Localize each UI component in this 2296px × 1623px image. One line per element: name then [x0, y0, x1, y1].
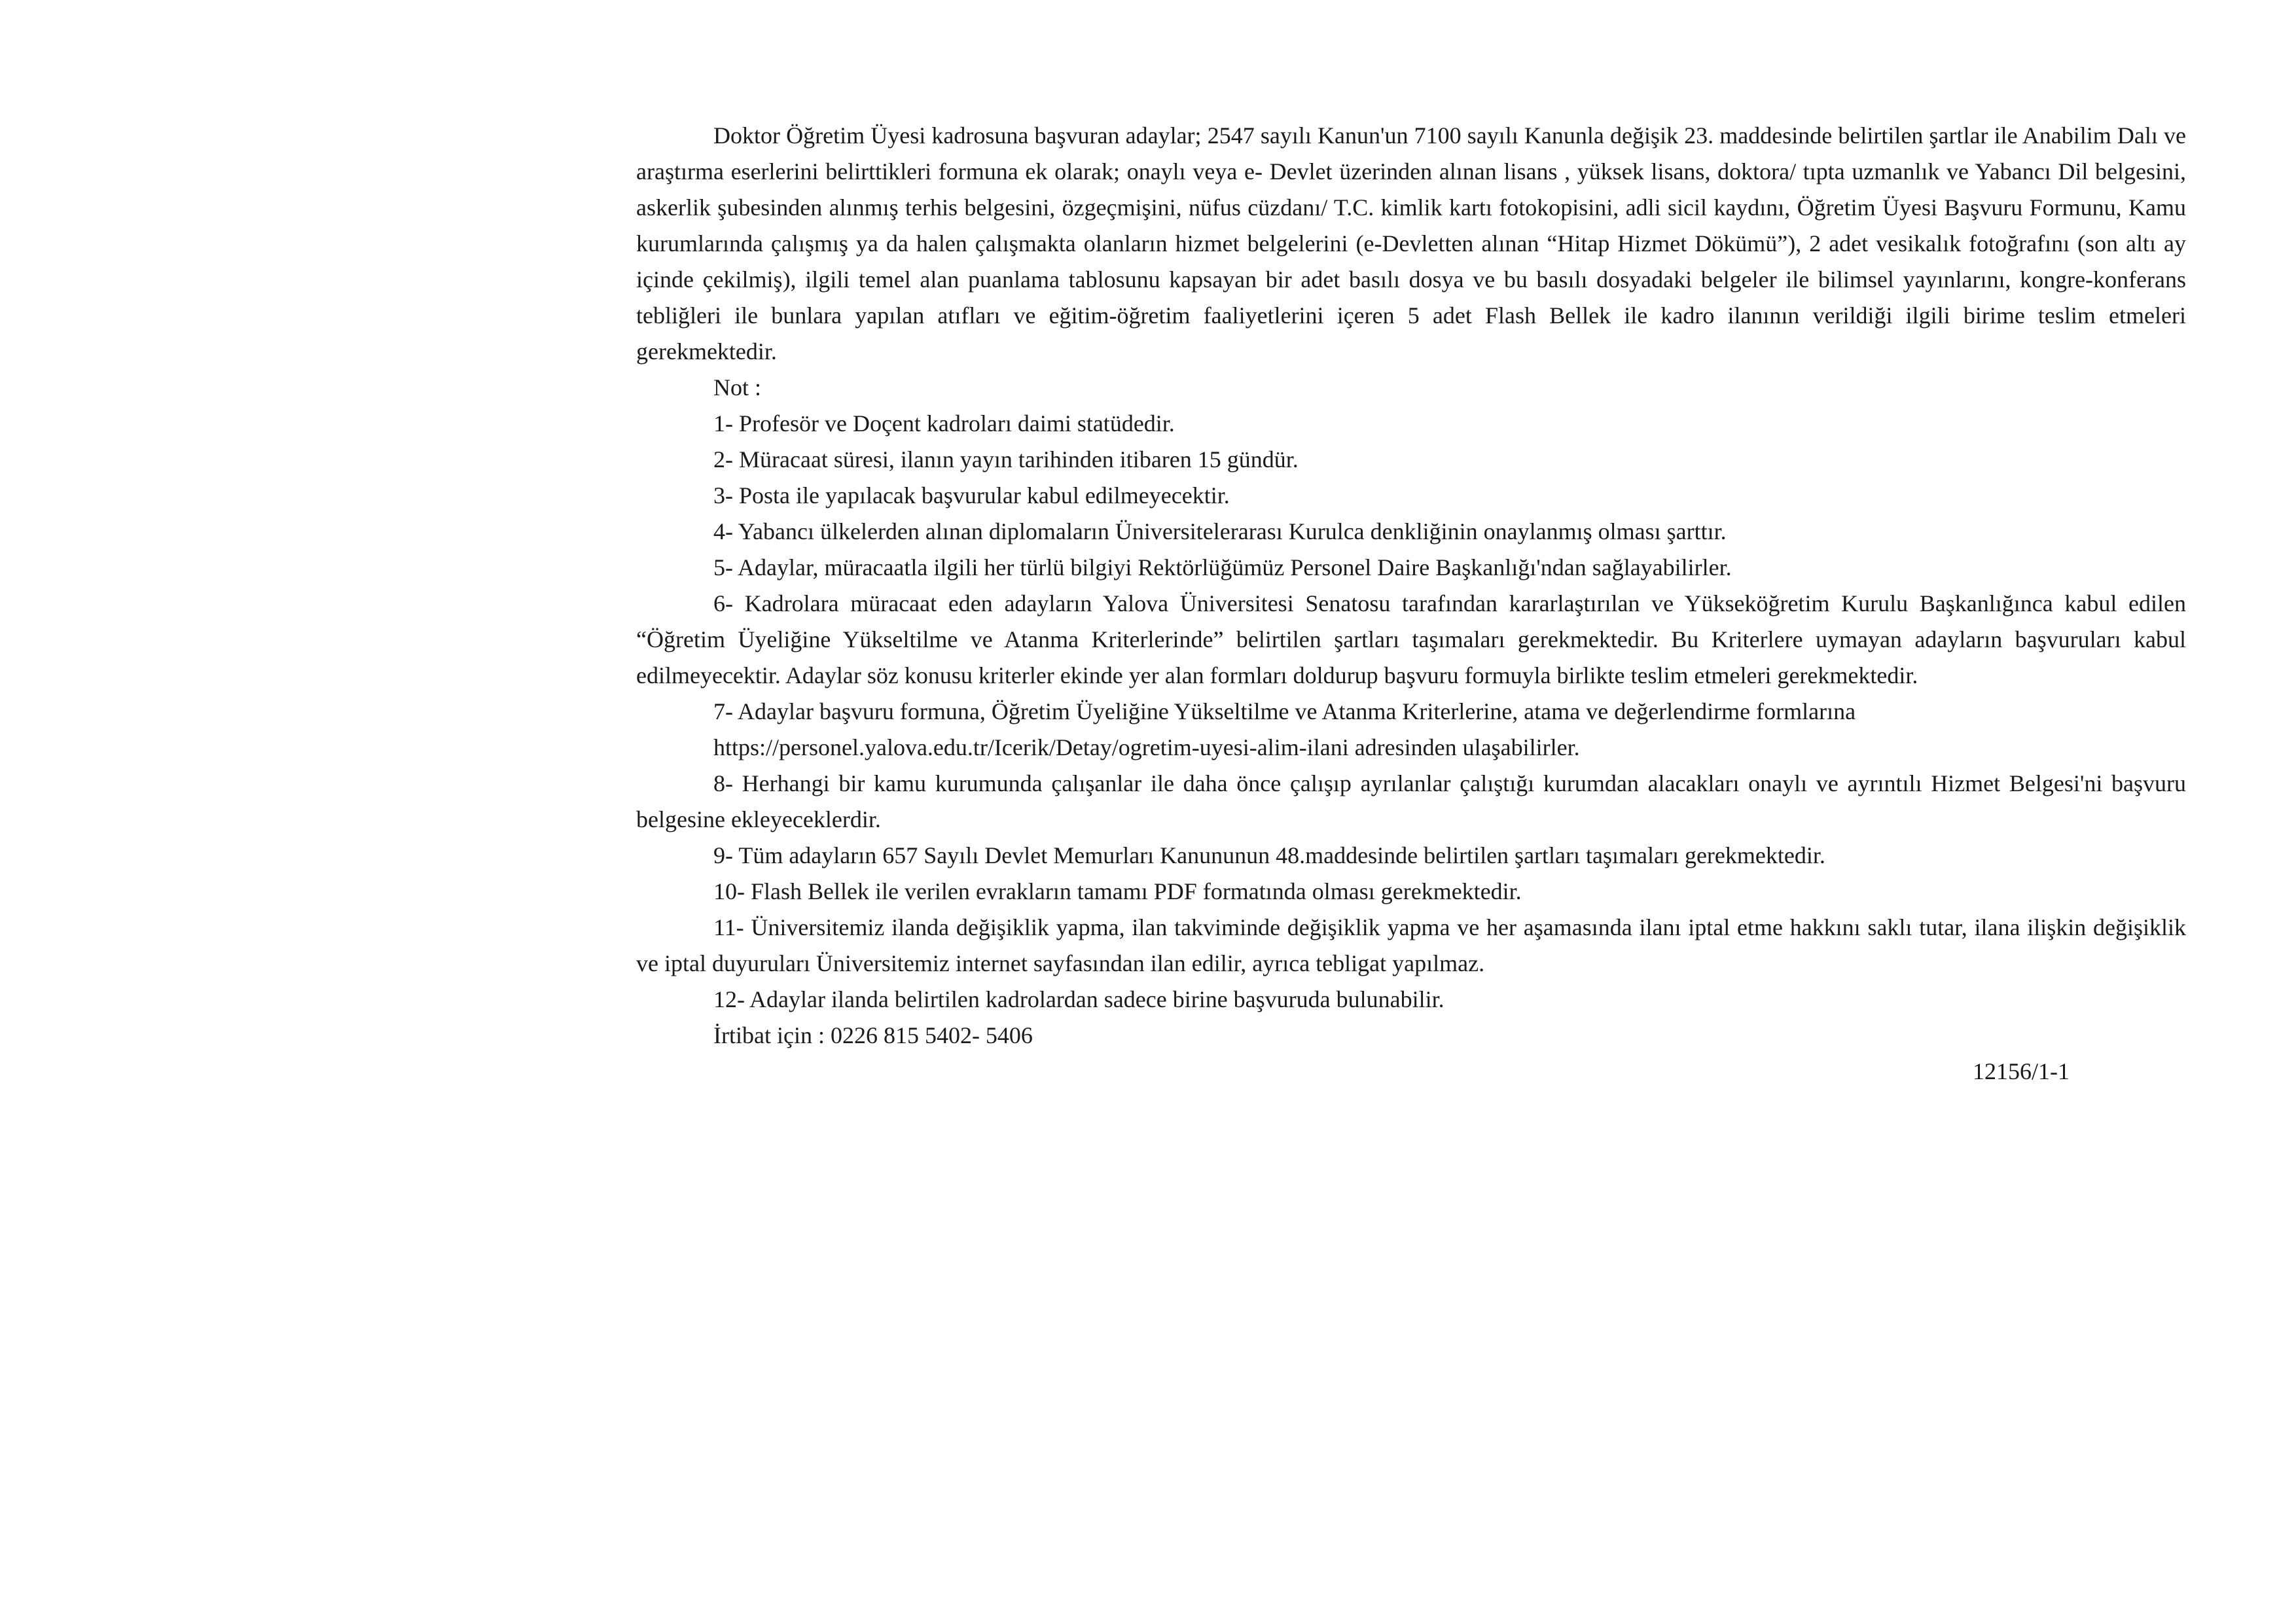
announcement-text — [636, 118, 2186, 1090]
note-item-2: 2- Müracaat süresi, ilanın yayın tarihinden itibaren 15 gündür. — [713, 446, 1299, 473]
note-item-8: 8- Herhangi bir kamu kurumunda çalışanlar ile daha önce çalışıp ayrılanlar çalıştığı kurumdan alacakları onaylı ve ayrıntılı Hizmet Belgesi'ni başvuru belgesine ekleyeceklerdir. — [636, 770, 2186, 832]
note-label: Not : — [713, 374, 762, 401]
reference-number: 12156/1-1 — [1973, 1058, 2070, 1084]
note-item-7: 7- Adaylar başvuru formuna, Öğretim Üyeliğine Yükseltilme ve Atanma Kriterlerine, atama ve değerlendirme formlarına — [713, 698, 1856, 724]
note-item-12: 12- Adaylar ilanda belirtilen kadrolardan sadece birine başvuruda bulunabilir. — [713, 986, 1444, 1012]
note-item-1: 1- Profesör ve Doçent kadroları daimi statüdedir. — [713, 410, 1175, 437]
note-item-3: 3- Posta ile yapılacak başvurular kabul edilmeyecektir. — [713, 482, 1230, 508]
note-item-9: 9- Tüm adayların 657 Sayılı Devlet Memurları Kanununun 48.maddesinde belirtilen şartları taşımaları gerekmektedir. — [713, 842, 1825, 868]
note-item-10: 10- Flash Bellek ile verilen evrakların tamamı PDF formatında olması gerekmektedir. — [713, 878, 1522, 904]
note-item-4: 4- Yabancı ülkelerden alınan diplomaların Üniversitelerarası Kurulca denkliğinin onaylanmış olması şarttır. — [713, 518, 1727, 544]
note-item-6: 6- Kadrolara müracaat eden adayların Yalova Üniversitesi Senatosu tarafından kararlaştırılan ve Yükseköğretim Kurulu Başkanlığınca kabul edilen “Öğretim Üyeliğine Yükseltilme ve Atanma Kriterlerinde” belirtilen şartları taşımaları gerekmektedir. Bu Kriterlere uymayan adayların başvuruları kabul edilmeyecektir. Adaylar söz konusu kriterler ekinde yer alan formları doldurup başvuru formuyla birlikte teslim etmeleri gerekmektedir. — [636, 590, 2186, 688]
intro-paragraph: Doktor Öğretim Üyesi kadrosuna başvuran adaylar; 2547 sayılı Kanun'un 7100 sayılı Kanunla değişik 23. maddesinde belirtilen şartlar ile Anabilim Dalı ve araştırma eserlerini belirttikleri formuna ek olarak; onaylı veya e- Devlet üzerinden alınan lisans , yüksek lisans, doktora/ tıpta uzmanlık ve Yabancı Dil belgesini, askerlik şubesinden alınmış terhis belgesini, özgeçmişini, nüfus cüzdanı/ T.C. kimlik kartı fotokopisini, adli sicil kaydını, Öğretim Üyesi Başvuru Formunu, Kamu kurumlarında çalışmış ya da halen çalışmakta olanların hizmet belgelerini (e-Devletten alınan “Hitap Hizmet Dökümü”), 2 adet vesikalık fotoğrafını (son altı ay içinde çekilmiş), ilgili temel alan puanlama tablosunu kapsayan bir adet basılı dosya ve bu basılı dosyadaki belgeler ile bilimsel yayınlarını, kongre-konferans tebliğleri ile bunlara yapılan atıfları ve eğitim-öğretim faaliyetlerini içeren 5 adet Flash Bellek ile kadro ilanının verildiği ilgili birime teslim etmeleri gerekmektedir. — [636, 122, 2186, 365]
contact-line: İrtibat için : 0226 815 5402- 5406 — [713, 1022, 1033, 1048]
note-item-7-url: https://personel.yalova.edu.tr/Icerik/Detay/ogretim-uyesi-alim-ilani adresinden ulaşabilirler. — [713, 734, 1580, 760]
note-item-5: 5- Adaylar, müracaatla ilgili her türlü bilgiyi Rektörlüğümüz Personel Daire Başkanlığı'ndan sağlayabilirler. — [713, 554, 1732, 580]
note-item-11: 11- Üniversitemiz ilanda değişiklik yapma, ilan takviminde değişiklik yapma ve her aşamasında ilanı iptal etme hakkını saklı tutar, ilana ilişkin değişiklik ve iptal duyuruları Üniversitemiz internet sayfasından ilan edilir, ayrıca tebligat yapılmaz. — [636, 914, 2186, 976]
